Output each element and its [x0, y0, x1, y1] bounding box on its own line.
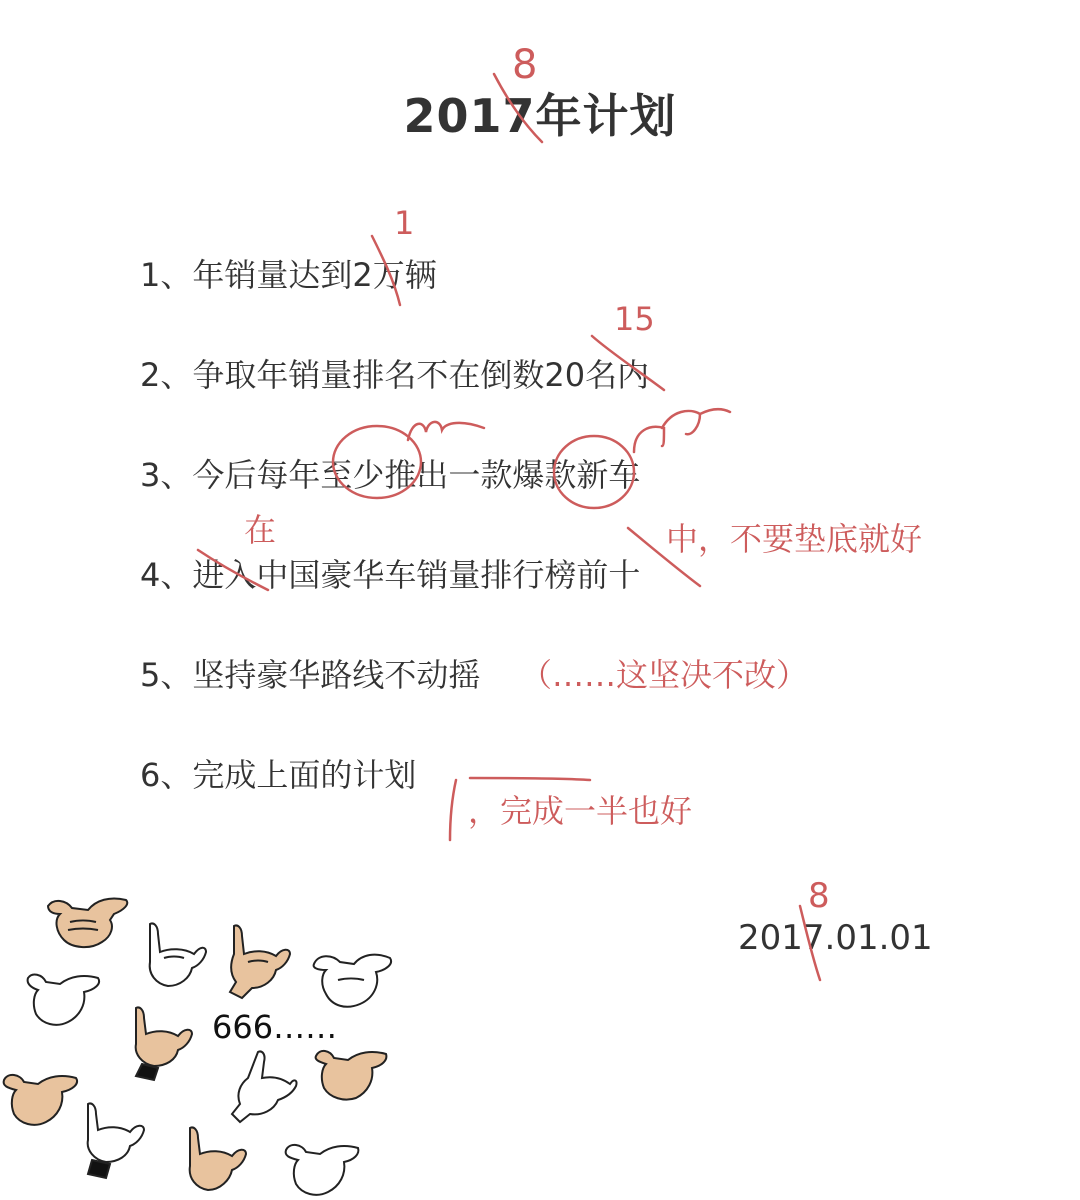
item-4-correction-after: 中，不要垫底就好: [666, 520, 923, 558]
item-5-correction: （……这坚决不改）: [520, 656, 809, 694]
plan-item-2: 2、争取年销量排名不在倒数20名内: [140, 356, 650, 394]
plan-item-4: 4、进入中国豪华车销量排行榜前十: [140, 556, 641, 594]
title-correction: 8: [512, 42, 538, 88]
plan-item-3: 3、今后每年至少推出一款爆款新车: [140, 456, 641, 494]
plan-item-5: 5、坚持豪华路线不动摇: [140, 656, 481, 694]
caption-666: 666……: [212, 1008, 338, 1046]
shaka-hand-icon: [222, 922, 294, 1000]
date-correction: 8: [808, 876, 830, 916]
item-1-correction: 1: [394, 204, 415, 242]
plan-item-6: 6、完成上面的计划: [140, 756, 417, 794]
item-6-correction: ，完成一半也好: [468, 792, 693, 830]
shaka-hand-icon: [44, 888, 134, 956]
shaka-hand-icon: [0, 1066, 82, 1128]
item-4-correction-before: 在: [244, 511, 277, 549]
item-2-correction: 15: [614, 300, 655, 338]
shaka-hand-icon: [24, 968, 104, 1030]
plan-date: 2017.01.01: [738, 918, 933, 958]
page-title: 2017年计划: [403, 89, 677, 143]
shaka-hand-icon: [310, 944, 396, 1014]
shaka-hand-icon: [312, 1044, 390, 1104]
shaka-hand-icon: [140, 918, 210, 992]
shaka-hand-icon: [128, 1004, 200, 1082]
shaka-hand-icon: [228, 1048, 298, 1124]
shaka-hand-icon: [282, 1136, 362, 1200]
shaka-hand-icon: [182, 1124, 248, 1196]
plan-item-1: 1、年销量达到2万辆: [140, 256, 437, 294]
shaka-hand-icon: [80, 1100, 152, 1180]
